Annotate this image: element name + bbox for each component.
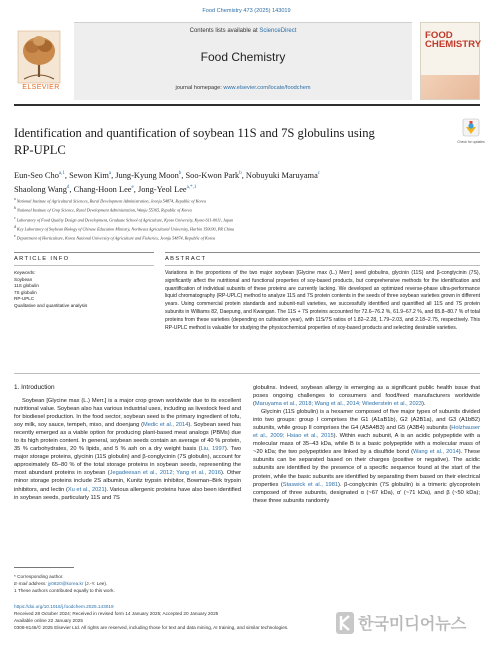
masthead-rule — [14, 104, 480, 106]
keyword-item: Soybean — [14, 276, 33, 282]
journal-reference[interactable]: Food Chemistry 473 (2025) 143019 — [202, 8, 291, 14]
affiliation-text: Laboratory of Food Quality Design and Development, Graduate School of Agriculture, Kyoto University, Kyoto 611-0011, Japan — [15, 216, 234, 222]
cover-title: FOOD CHEMISTRY — [425, 30, 482, 50]
author-line-1: Eun-Seo Cho$^{a,1}$, Sewon Kim$^a$, Jung-Kyung Moon$^b$, Soo-Kwon Park$^b$, Nobuyuki Maruyama$^c$ — [14, 170, 321, 180]
email-suffix: (J.-Y. Lee). — [83, 581, 108, 586]
author-affiliation-marker[interactable]: b — [239, 171, 242, 176]
crossmark-icon[interactable] — [462, 118, 480, 142]
watermark-text: 한국미디어뉴스 — [358, 614, 467, 633]
corresponding-author-note: * Corresponding author. — [14, 574, 64, 579]
homepage-prefix: journal homepage: — [175, 85, 224, 91]
citation-link[interactable]: Jegadeesan et al., 2012; Yang et al., 2016 — [109, 470, 221, 477]
article-info-subrule — [14, 265, 154, 266]
journal-title: Food Chemistry — [200, 50, 286, 64]
copyright-notice: 0308-8146/© 2025 Elsevier Ltd. All rights are reserved, including those for text and data mining, AI training, and similar technologies. — [14, 625, 289, 630]
sciencedirect-link[interactable]: ScienceDirect — [259, 28, 297, 34]
contents-prefix: Contents lists available at — [189, 28, 260, 34]
author-affiliation-marker[interactable]: b — [178, 171, 182, 176]
author-affiliation-marker[interactable]: c — [317, 171, 321, 176]
email-link[interactable]: jy0820@korea.kr — [47, 581, 84, 586]
body-text: Soybean [Glycine max (L.) Merr.] is a major crop grown worldwide due to its excellent nutritional value. Soybean also has various industrial uses, including as livestock feed and for biodiesel production. In the food sector, soybean seed is the primary ingredient of tofu, soy milk, soy sauce, tempeh, miso, and doenjang ( — [14, 398, 241, 429]
keyword-item: RP-UPLC — [14, 296, 35, 302]
affiliation-marker: a — [14, 197, 16, 201]
email-label: E-mail address: — [14, 581, 48, 586]
author-affiliation-marker[interactable]: a,*,1 — [186, 185, 197, 191]
body-text: ). Various allergenic proteins have also been identified in soybean seeds, particularly 11S and 7S — [14, 486, 241, 501]
news-watermark — [336, 610, 486, 636]
masthead-center — [74, 22, 412, 100]
doi-link[interactable]: https://doi.org/10.1016/j.foodchem.2025.143019 — [14, 604, 114, 609]
title-line-1: Identification and quantification of soybean 11S and 7S globulins using — [14, 126, 375, 140]
body-text: ). Within each subunit, A is an acidic polypeptide with a molecular mass of 35–43 kDa, while B is a basic polypeptide with a molecular mass of ~20 kDa; the two polypeptides are linked by a disulfide bond ( — [253, 433, 480, 456]
title-line-2: RP-UPLC — [14, 143, 66, 157]
crossmark-label: Check for updates — [457, 140, 485, 144]
body-text: ). These subunits can be separated based on their charges (positive or negative). The acidic subunits are identified by the presence of a specific sequence found at the start of the protein, while the basic subunits are identified by separating them based on their electrical properties ( — [253, 449, 480, 488]
author-affiliation-marker[interactable]: d — [66, 185, 70, 191]
body-text: ). Soybean seed has recently emerged as a viable option for producing plant-based meat analogs (PBMs) due to its high protein content. In general, soybean seeds contain an average of 40 % protein, 35 % carbohydrates, 20 % lipids, and 5 % ash on a dry weight basis ( — [14, 422, 242, 453]
affiliation-text: Key Laboratory of Soybean Biology of Chinese Education Ministry, Northeast Agricultural University, Harbin 150030, PR China — [15, 226, 235, 232]
affiliation-item — [14, 233, 480, 242]
citation-link[interactable]: Medic et al., 2014 — [142, 422, 189, 429]
keyword-item: Qualitative and quantitative analysis — [14, 302, 88, 308]
body-text: ). Two major storage proteins, glycinin (11S globulin) and β-conglycinin (7S globulin), account for approximately 65–80 % of the total storage proteins in soybean seeds, representing the most abundant proteins in soybean ( — [14, 446, 241, 477]
body-text: ). Other minor storage proteins include 2S albumin, Kunitz trypsin inhibitor, Bowman–Birk trypsin inhibitors, and lectin ( — [14, 470, 241, 493]
author-affiliation-marker[interactable]: a,1 — [58, 171, 65, 176]
affiliation-text: Department of Horticulture, Korea National University of Agriculture and Fisheries, Jeonju 54874, Republic of Korea — [15, 235, 216, 241]
footnotes — [14, 573, 254, 594]
abstract-text: Variations in the proportions of the two major soybean [Glycine max (L.) Merr.] seed globulins, glycinin (11S) and β-conglycinin (7S), significantly affect the nutritional and functional properties of soy-based products, but comprehensive methods for the identification and quantification of individual subunits of these proteins are currently lacking. We developed an optimized reverse-phase ultra-performance liquid chromatography (RP-UPLC) method to analyze 11S and 7S protein contents in the seeds of three soybean varieties grown in different years. Using commercial protein standards and subunit-null varieties, we successfully identified and quantified all 11S and 7S protein subunits in Williams 82, Daepung, and Kwangan. The 11S + 7S proteins accounted for 72.6–76.2 %, 61.9–67.2 %, and 65.8–80.7 % of total proteins from these varieties (depending on cultivation year), with 11S/7S ratios of 1.82–2.28, 1.79–2.03, and 2.18–2.75, respectively. This RP-UPLC method is valuable for studying the physicochemical properties of soy-based products and selecting desirable varieties. — [165, 270, 480, 331]
affiliation-marker: d — [14, 224, 16, 229]
intro-right-paragraph-1 — [253, 384, 480, 408]
footnote-rule — [14, 567, 74, 568]
journal-masthead — [14, 22, 480, 102]
equal-contribution-note: 1 These authors contributed equally to this work. — [14, 588, 115, 593]
intro-right-paragraph-2 — [253, 408, 480, 505]
received-dates: Received 28 October 2024; Received in revised form 14 January 2025; Accepted 20 January 2025 — [14, 611, 219, 616]
affiliation-item — [14, 215, 480, 224]
abstract-heading: ABSTRACT — [165, 256, 207, 262]
citation-link[interactable]: Holzhauser et al., 2009; Hsiao et al., 2015 — [253, 425, 480, 440]
available-online: Available online 22 January 2025 — [14, 618, 83, 623]
citation-link[interactable]: Maruyama et al., 2018; Wang et al., 2014; Wiederstein et al., 2023 — [254, 401, 422, 408]
citation-link[interactable]: Wang et al., 2014 — [413, 449, 459, 456]
keywords-block — [14, 270, 144, 310]
keyword-item: 11S globulin — [14, 283, 39, 289]
keywords-heading: Keywords: — [14, 270, 36, 275]
citation-link[interactable]: Staswick et al., 1981 — [282, 481, 339, 488]
author-name[interactable]: Jong-Yeol Lee — [137, 185, 187, 195]
journal-cover-thumbnail[interactable] — [420, 22, 480, 100]
author-name[interactable]: Chang-Hoon Lee — [73, 185, 132, 195]
affiliation-text: National Institute of Agricultural Sciences, Rural Development Administration, Jeonju 54874, Republic of Korea — [15, 198, 206, 204]
body-text: ). — [421, 401, 426, 408]
keywords-list — [14, 277, 144, 310]
author-name[interactable]: Soo-Kwon Park — [185, 170, 240, 180]
article-title — [14, 125, 434, 159]
homepage-link[interactable]: www.elsevier.com/locate/foodchem — [223, 85, 311, 91]
intro-right-column — [253, 384, 480, 505]
article-info-heading: ARTICLE INFO — [14, 256, 70, 262]
citation-link[interactable]: Liu, 1997 — [200, 446, 225, 453]
homepage-line — [74, 85, 412, 91]
author-name[interactable]: Sewon Kim — [69, 170, 109, 180]
author-line-2: Shaolong Wang$^d$, Chang-Hoon Lee$^e$, Jong-Yeol Lee$^{a,*,1}$ — [14, 185, 197, 195]
affiliation-marker: b — [14, 206, 16, 211]
publisher-name: ELSEVIER — [22, 84, 60, 91]
elsevier-tree-logo — [14, 22, 64, 92]
body-rule — [14, 373, 480, 374]
author-list — [14, 168, 480, 197]
cover-image-band — [421, 75, 479, 99]
abstract-rule — [165, 252, 480, 253]
author-name[interactable]: Shaolong Wang — [14, 185, 67, 195]
body-text: globulins. Indeed, soybean allergy is emerging as a significant public health issue that poses ongoing challenges to consumers and food/feed manufacturers worldwide ( — [253, 385, 480, 408]
affiliation-marker: c — [14, 215, 16, 220]
affiliation-item — [14, 205, 480, 214]
affiliation-marker: e — [14, 234, 16, 239]
body-text: ). β-conglycinin (7S globulin) is a trimeric glycoprotein composed of three subunits, designated α (~67 kDa), α′ (~71 kDa), and β (~50 kDa); these three subunits randomly — [253, 481, 480, 504]
affiliations — [14, 196, 480, 242]
author-name[interactable]: Eun-Seo Cho — [14, 170, 59, 180]
affiliation-item — [14, 196, 480, 205]
keyword-item: 7S globulin — [14, 289, 37, 295]
author-name[interactable]: Jung-Kyung Moon — [115, 170, 179, 180]
body-text: Glycinin (11S globulin) is a hexamer composed of five major types of subunits divided into two groups: group I comprises the G1 (A1aB1b), G2 (A2B1a), and G3 (A1bB2) subunits, while group II comprises the G4 (A5A4B3) and G5 (A3B4) subunits ( — [253, 409, 480, 432]
article-info-rule — [14, 252, 154, 253]
author-affiliation-marker[interactable]: a — [108, 171, 112, 176]
citation-link[interactable]: Xu et al., 2021 — [67, 486, 105, 493]
email-note — [14, 580, 254, 587]
contents-line — [74, 28, 412, 34]
author-affiliation-marker[interactable]: e — [131, 185, 134, 191]
author-name[interactable]: Nobuyuki Maruyama — [245, 170, 318, 180]
intro-left-column — [14, 397, 241, 502]
affiliation-item — [14, 224, 480, 233]
abstract-subrule — [165, 265, 480, 266]
affiliation-text: National Institute of Crop Science, Rural Development Administration, Wanju 55365, Republic of Korea — [15, 207, 192, 213]
introduction-heading: 1. Introduction — [14, 384, 55, 391]
